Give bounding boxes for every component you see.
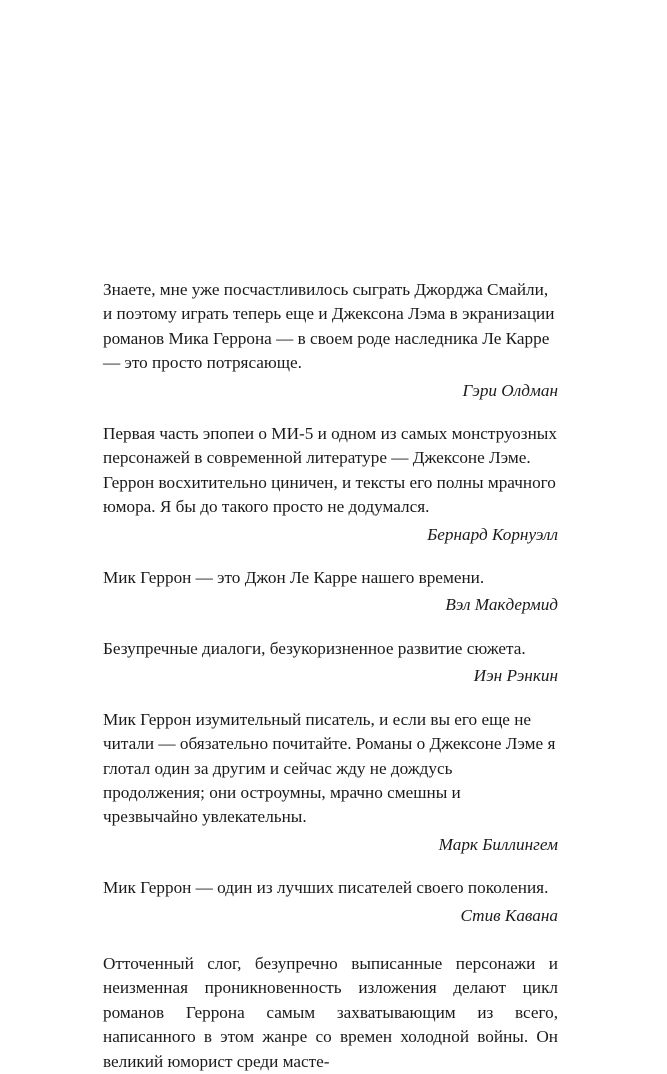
spacer [103, 689, 558, 708]
blurb-author: Гэри Олдман [462, 380, 558, 400]
blurb-oldman [103, 278, 558, 403]
blurb-cavanagh [103, 876, 558, 928]
blurb-mcdermid [103, 566, 558, 618]
blurb-author: Бернард Корнуэлл [427, 524, 558, 544]
spacer [103, 547, 558, 566]
blurbs-page [103, 278, 558, 1074]
spacer [103, 928, 558, 952]
blurb-quote: Первая часть эпопеи о МИ-5 и одном из самых монструозных персонажей в современной литературе — Джексоне Лэме. Геррон восхитительно циничен, и тексты его полны мрачного юмора. Я бы до такого просто не додумался. [103, 424, 557, 517]
blurb-final [103, 952, 558, 1074]
blurb-cornwell [103, 422, 558, 547]
blurb-quote: Отточенный слог, безупречно выписанные персонажи и неизменная проникновенность изложения делают цикл романов Геррона самым захватывающим из всего, написанного в этом жанре со времен холодной войны. Он великий юморист среди масте- [103, 953, 558, 1071]
blurb-author: Вэл Макдермид [445, 595, 558, 615]
blurb-quote: Мик Геррон — это Джон Ле Карре нашего времени. [103, 568, 485, 588]
blurb-author: Марк Биллингем [438, 834, 558, 854]
blurb-rankin [103, 637, 558, 689]
spacer [103, 403, 558, 422]
blurb-author: Иэн Рэнкин [473, 666, 558, 686]
spacer [103, 857, 558, 876]
blurb-quote: Безупречные диалоги, безукоризненное развитие сюжета. [103, 638, 526, 658]
blurb-quote: Знаете, мне уже посчастливилось сыграть Джорджа Смайли, и поэтому играть теперь еще и Джексона Лэма в экранизации романов Мика Геррона — в своем роде наследника Ле Карре — это просто потрясающе. [103, 280, 555, 373]
blurb-author: Стив Кавана [460, 905, 558, 925]
blurb-billingham [103, 708, 558, 857]
spacer [103, 618, 558, 637]
blurb-quote: Мик Геррон — один из лучших писателей своего поколения. [103, 878, 549, 898]
blurb-quote: Мик Геррон изумительный писатель, и если вы его еще не читали — обязательно почитайте. Романы о Джексоне Лэме я глотал один за другим и сейчас жду не дождусь продолжения; они остроумны, мрачно смешны и чрезвычайно увлекательны. [103, 709, 556, 827]
